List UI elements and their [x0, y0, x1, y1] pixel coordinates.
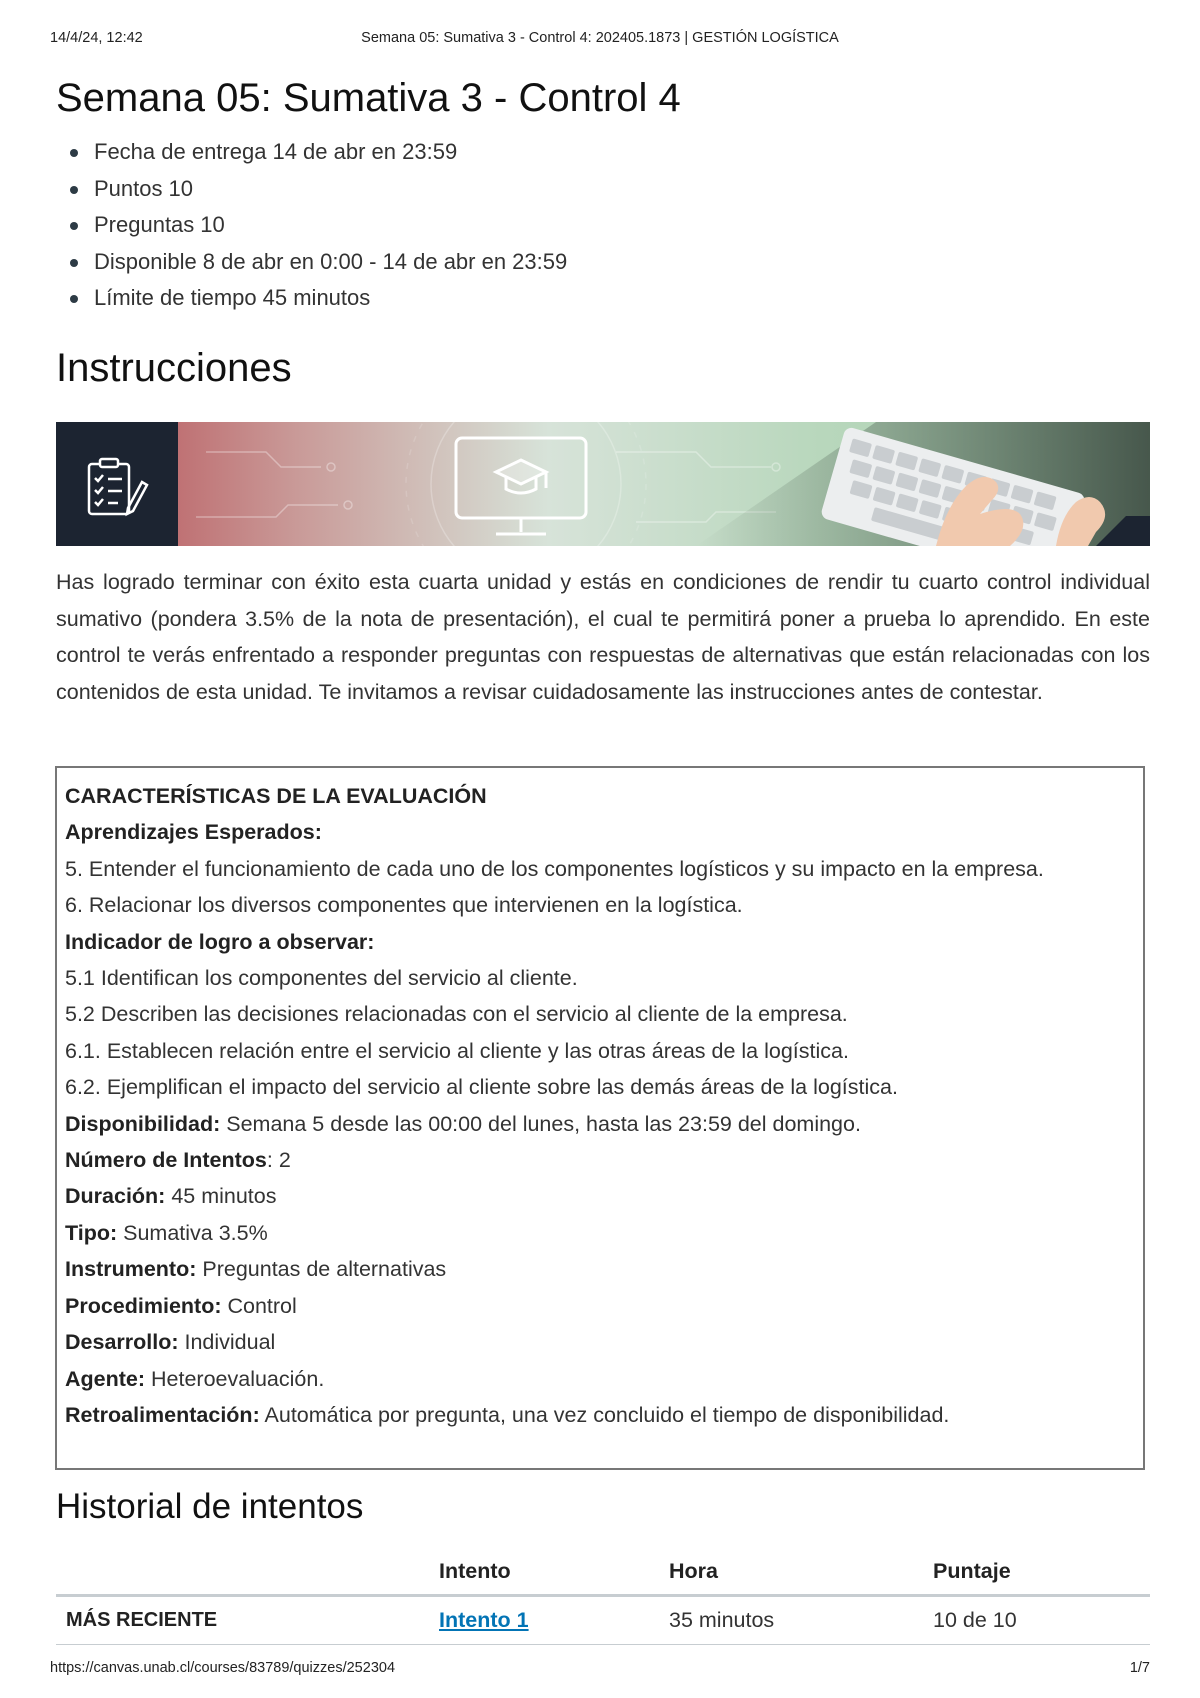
meta-label: Puntos: [94, 175, 163, 201]
field-attempts: [65, 1142, 1135, 1178]
field-value: : 2: [266, 1148, 291, 1173]
bullet-icon: [70, 222, 78, 230]
meta-label: Fecha de entrega: [94, 139, 267, 164]
quiz-content: [56, 70, 1150, 1526]
meta-label: Preguntas: [94, 212, 195, 237]
column-header: [56, 1548, 438, 1596]
table-header-row: [56, 1548, 1150, 1596]
meta-value: 45 minutos: [262, 285, 371, 310]
field-value: Automática por pregunta, una vez concluido el tiempo de disponibilidad.: [259, 1402, 950, 1427]
field-value: Preguntas de alternativas: [196, 1257, 447, 1282]
field-value: Heteroevaluación.: [145, 1366, 325, 1391]
quiz-meta-list: [56, 134, 1150, 317]
field-value: Control: [221, 1293, 297, 1318]
meta-time-limit: [56, 280, 1150, 317]
table-row: [56, 1596, 1150, 1645]
field-value: Semana 5 desde las 00:00 del lunes, hasta las 23:59 del domingo.: [220, 1111, 861, 1136]
field-label: Desarrollo:: [65, 1330, 179, 1355]
meta-questions: [56, 207, 1150, 244]
meta-points: [56, 171, 1150, 208]
meta-value: 14 de abr en 23:59: [272, 139, 458, 164]
field-label: Disponibilidad:: [65, 1111, 221, 1136]
banner-illustration: [56, 422, 1150, 546]
field-value: 45 minutos: [165, 1184, 277, 1209]
field-instrument: [65, 1251, 1135, 1287]
field-duration: [65, 1178, 1135, 1214]
field-label: Número de Intentos: [65, 1148, 267, 1173]
attempt-link[interactable]: Intento 1: [439, 1608, 529, 1632]
quiz-title: Semana 05: Sumativa 3 - Control 4: [56, 76, 681, 120]
column-header-score: Puntaje: [932, 1548, 1150, 1596]
field-agent: [65, 1361, 1135, 1397]
print-page-number: 1/7: [1129, 1660, 1150, 1676]
score-cell: 10 de 10: [932, 1596, 1150, 1645]
evaluation-characteristics-box: [55, 766, 1145, 1470]
print-footer: [0, 1658, 1200, 1680]
meta-value: 8 de abr en 0:00 - 14 de abr en 23:59: [202, 248, 568, 274]
column-header-attempt: Intento: [438, 1548, 668, 1596]
indicator-item: 5.1 Identifican los componentes del servicio al cliente.: [65, 966, 578, 991]
bullet-icon: [70, 149, 78, 157]
meta-label: Disponible: [94, 248, 197, 274]
indicator-item: 6.1. Establecen relación entre el servicio al cliente y las otras áreas de la logística.: [65, 1038, 849, 1063]
field-label: Retroalimentación:: [65, 1402, 260, 1427]
bullet-icon: [70, 186, 78, 194]
field-label: Tipo:: [65, 1220, 118, 1245]
instructions-intro: Has logrado terminar con éxito esta cuarta unidad y estás en condiciones de rendir tu cuarto control individual sumativo (pondera 3.5% de la nota de presentación), el cual te permitirá poner a prueba lo aprendido. En este control te verás enfrentado a responder preguntas con respuestas de alternativas que están relacionadas con los contenidos de esta unidad. Te invitamos a revisar cuidadosamente las instrucciones antes de contestar.: [56, 570, 1150, 704]
criteria-heading: CARACTERÍSTICAS DE LA EVALUACIÓN: [65, 784, 487, 808]
print-datetime: 14/4/24, 12:42: [50, 30, 143, 46]
meta-value: 10: [168, 175, 193, 201]
row-label: MÁS RECIENTE: [56, 1596, 438, 1645]
attempt-history-title: Historial de intentos: [56, 1487, 364, 1526]
print-page-title: Semana 05: Sumativa 3 - Control 4: 202405.1873 | GESTIÓN LOGÍSTICA: [361, 30, 839, 46]
column-header-time: Hora: [668, 1548, 932, 1596]
attempt-cell: [438, 1596, 668, 1645]
bullet-icon: [70, 259, 78, 267]
time-cell: 35 minutos: [668, 1596, 932, 1645]
field-value: Sumativa 3.5%: [117, 1220, 268, 1245]
indicator-label: Indicador de logro a observar:: [65, 929, 375, 954]
indicator-item: 5.2 Describen las decisiones relacionadas con el servicio al cliente de la empresa.: [65, 1002, 848, 1027]
meta-due-date: [56, 134, 1150, 171]
meta-available: [56, 244, 1150, 281]
field-procedure: [65, 1288, 1135, 1324]
meta-value: 10: [200, 212, 225, 237]
learning-item: 6. Relacionar los diversos componentes que intervienen en la logística.: [65, 893, 743, 918]
instructions-title: Instrucciones: [56, 346, 292, 390]
instructions-banner: [56, 422, 1150, 546]
indicator-item: 6.2. Ejemplifican el impacto del servicio al cliente sobre las demás áreas de la logística.: [65, 1075, 898, 1100]
field-label: Agente:: [65, 1366, 146, 1391]
field-type: [65, 1215, 1135, 1251]
field-label: Duración:: [65, 1184, 166, 1209]
learning-item: 5. Entender el funcionamiento de cada uno de los componentes logísticos y su impacto en la empresa.: [65, 856, 1044, 881]
field-development: [65, 1324, 1135, 1360]
field-value: Individual: [178, 1330, 276, 1355]
field-label: Procedimiento:: [65, 1293, 222, 1318]
print-url: https://canvas.unab.cl/courses/83789/quizzes/252304: [50, 1660, 396, 1676]
attempt-history-table: [56, 1548, 1150, 1645]
meta-label: Límite de tiempo: [94, 285, 257, 310]
field-feedback: [65, 1397, 1135, 1433]
bullet-icon: [70, 295, 78, 303]
learning-label: Aprendizajes Esperados:: [65, 820, 322, 845]
field-label: Instrumento:: [65, 1257, 197, 1282]
field-availability: [65, 1106, 1135, 1142]
print-header: [0, 27, 1200, 49]
